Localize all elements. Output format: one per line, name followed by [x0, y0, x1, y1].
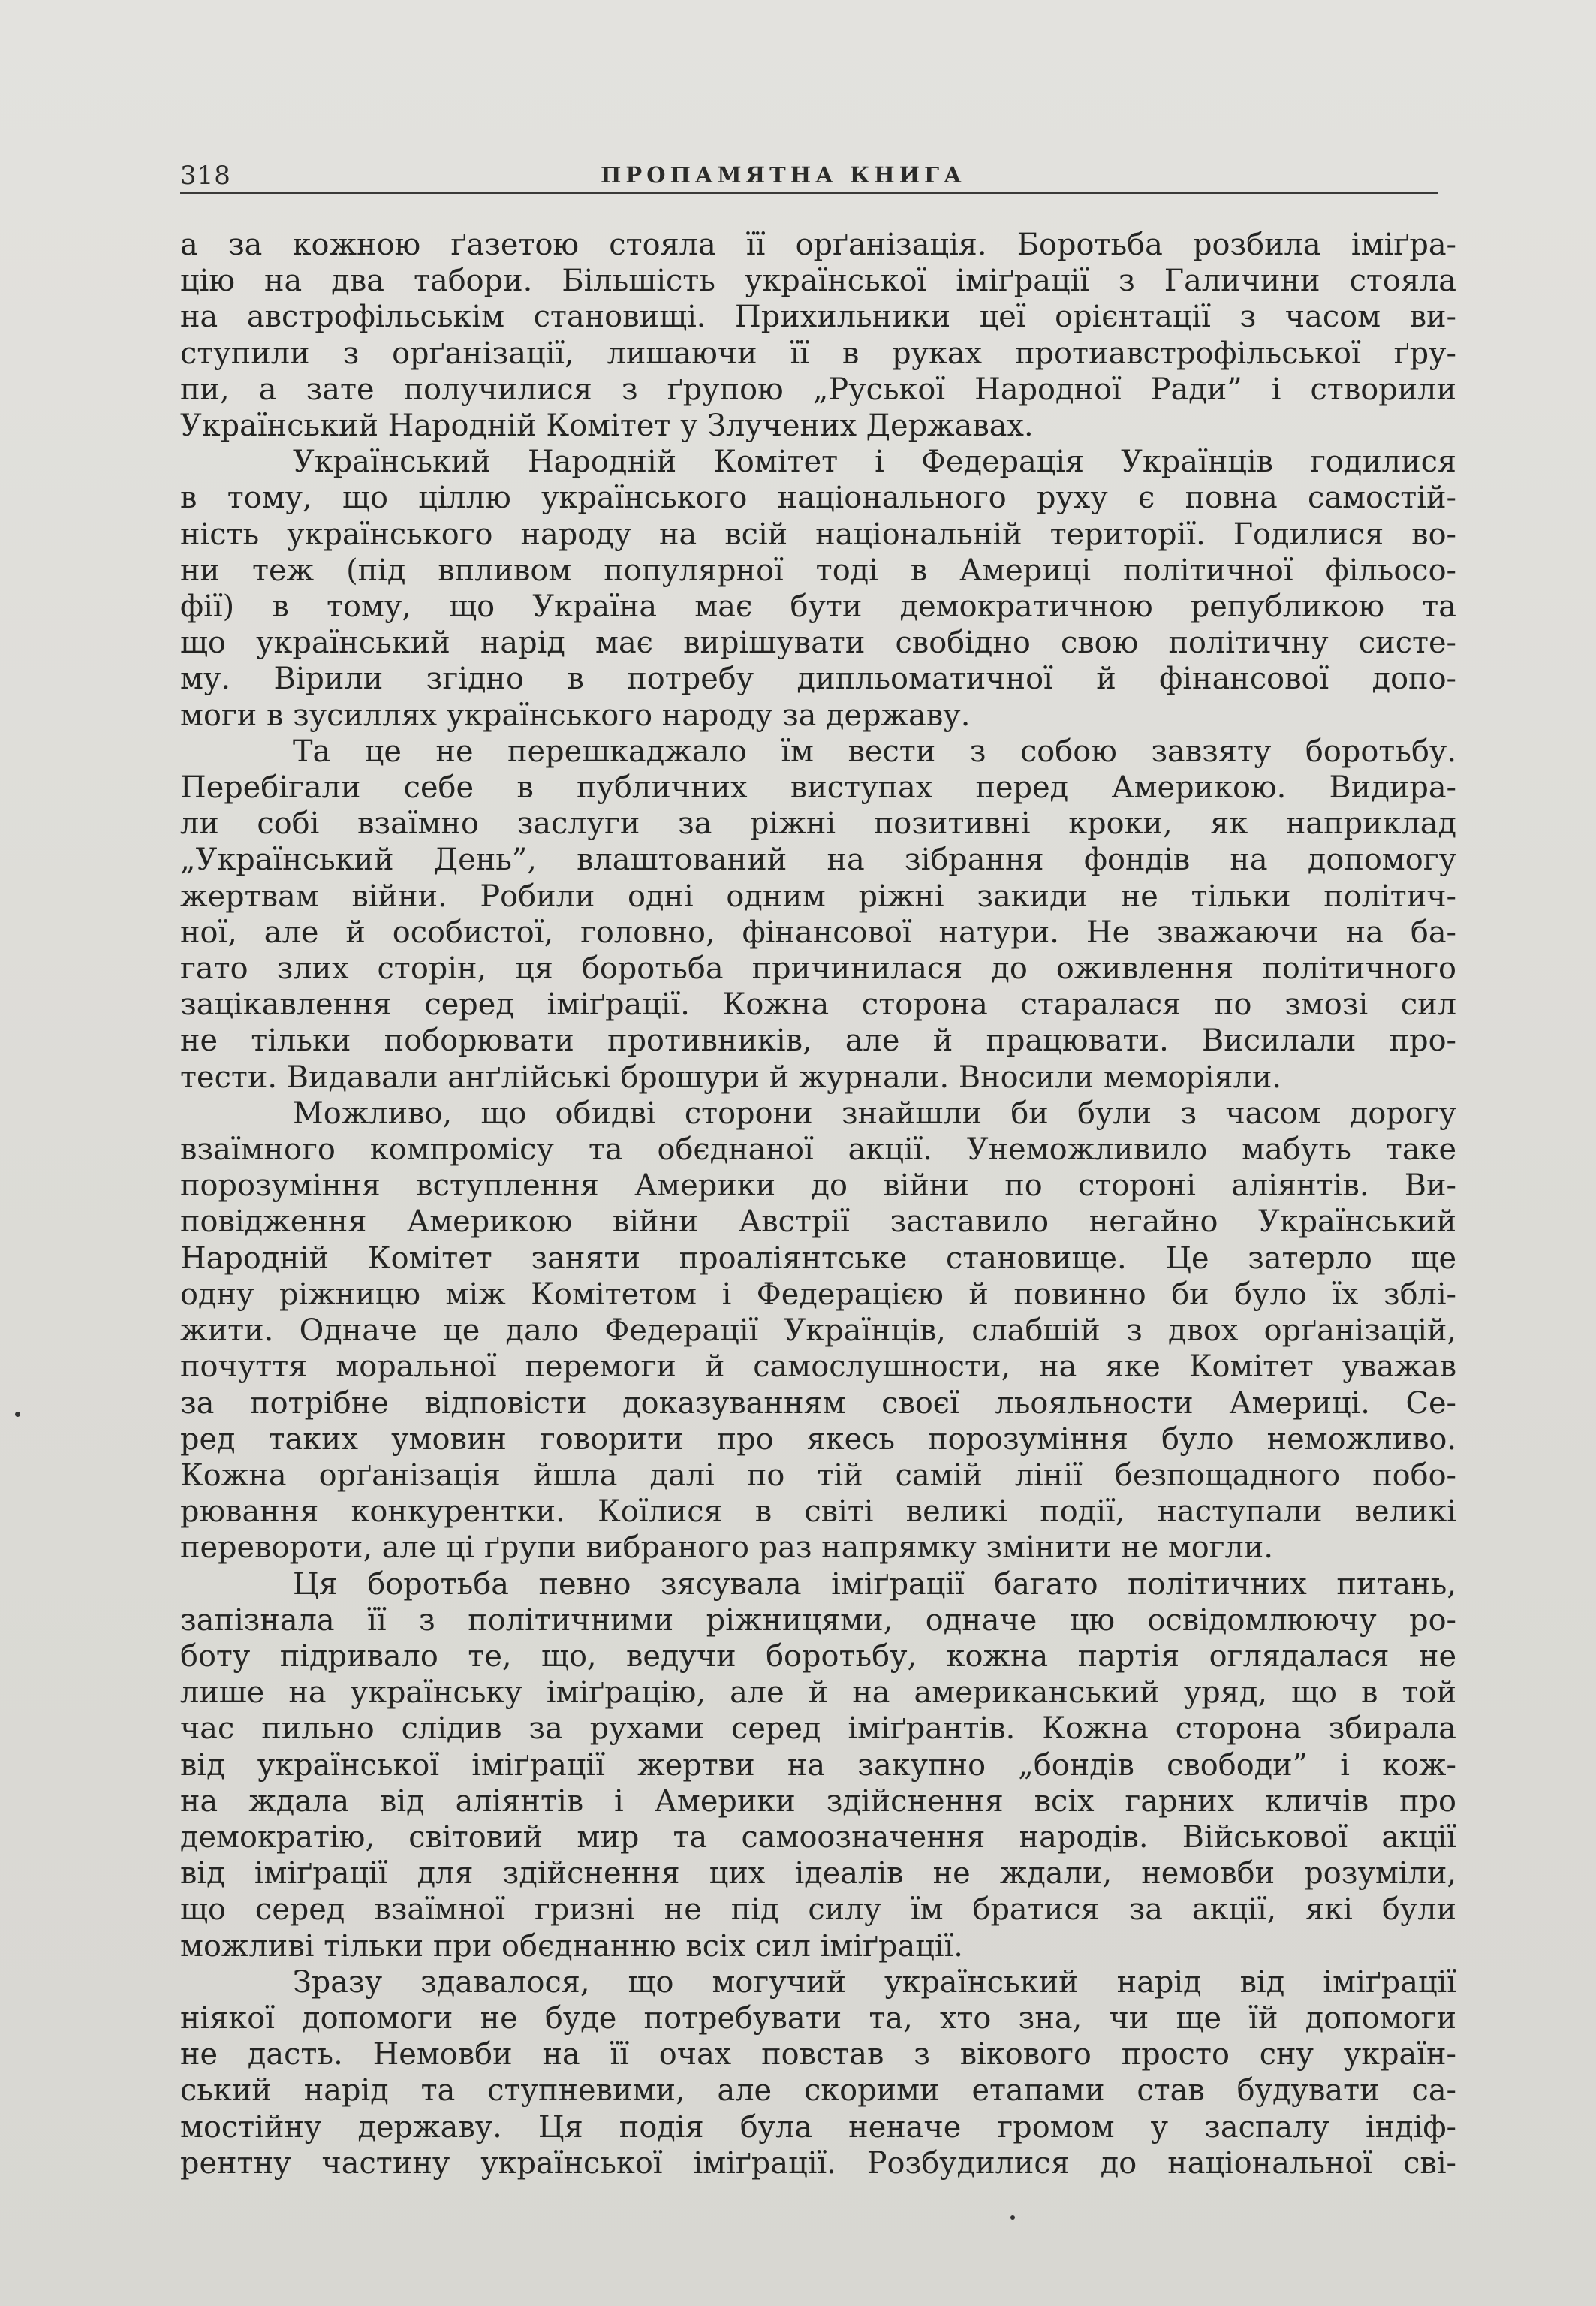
line-51: не дасть. Немовби на її очах повстав з вікового просто сну україн- — [180, 2037, 1456, 2072]
line-18: „Український День”, влаштований на зібрання фондів на допомогу — [180, 843, 1456, 878]
line-35: Кожна орґанізація йшла далі по тій самій лінії безпощадного побо- — [180, 1457, 1456, 1493]
line-33: за потрібне відповісти доказуванням своєї льояльности Америці. Се- — [180, 1385, 1456, 1421]
line-9: ність українського народу на всій національній території. Годилися во- — [180, 517, 1456, 552]
line-4: ступили з орґанізації, лишаючи її в руках протиавстрофільської ґру- — [180, 336, 1456, 371]
line-39: запізнала її з політичними ріжницями, одначе цю освідомлюючу ро- — [180, 1602, 1456, 1638]
line-15: Та це не перешкаджало їм вести з собою завзяту боротьбу. — [293, 734, 1456, 769]
line-46: від іміґрації для здійснення цих ідеалів не ждали, немовби розуміли, — [180, 1856, 1456, 1892]
line-49: Зразу здавалося, що могучий український нарід від іміґрації — [293, 1964, 1456, 2000]
line-41: лише на українську іміґрацію, але й на американський уряд, що в той — [180, 1675, 1456, 1711]
ink-speck — [1010, 2215, 1015, 2220]
line-12: що український нарід має вирішувати свобідно свою політичну систе- — [180, 625, 1456, 661]
line-22: зацікавлення серед іміґрації. Кожна сторона старалася по змозі сил — [180, 987, 1456, 1023]
line-40: боту підривало те, що, ведучи боротьбу, кожна партія оглядалася не — [180, 1638, 1456, 1674]
line-54: рентну частину української іміґрації. Розбудилися до національної сві- — [180, 2145, 1456, 2181]
line-47: що серед взаїмної гризні не під силу їм братися за акції, які були — [180, 1892, 1456, 1928]
line-11: фії) в тому, що Україна має бути демократичною републикою та — [180, 589, 1456, 625]
body-text — [180, 227, 1456, 2181]
line-21: гато злих сторін, ця боротьба причинилася до оживлення політичного — [180, 951, 1456, 987]
line-38: Ця боротьба певно зясувала іміґрації багато політичних питань, — [293, 1566, 1456, 1602]
line-5: пи, а зате получилися з ґрупою „Руської Народної Ради” і створили — [180, 372, 1456, 407]
line-27: порозуміння вступлення Америки до війни по стороні аліянтів. Ви- — [180, 1168, 1456, 1204]
page-header — [180, 159, 1438, 194]
line-20: ної, але й особистої, головно, фінансової натури. Не зважаючи на ба- — [180, 915, 1456, 950]
line-7: Український Народній Комітет і Федерація Українців годилися — [293, 445, 1456, 480]
line-32: почуття моральної перемоги й самослушности, на яке Комітет уважав — [180, 1349, 1456, 1385]
line-2: цію на два табори. Більшість української іміґрації з Галичини стояла — [180, 264, 1456, 299]
line-31: жити. Одначе це дало Федерації Українців, слабшій з двох орґанізацій, — [180, 1313, 1456, 1349]
line-19: жертвам війни. Робили одні одним ріжні закиди не тільки політич- — [180, 879, 1456, 914]
line-50: ніякої допомоги не буде потребувати та, хто зна, чи ще їй допомоги — [180, 2000, 1456, 2036]
line-48: можливі тільки при обєднанню всіх сил іміґрації. — [180, 1928, 963, 1964]
line-23: не тільки поборювати противників, але й працювати. Висилали про- — [180, 1023, 1456, 1059]
line-34: ред таких умовин говорити про якесь порозуміння було неможливо. — [180, 1421, 1456, 1457]
line-25: Можливо, що обидві сторони знайшли би були з часом дорогу — [293, 1096, 1456, 1131]
line-45: демократію, світовий мир та самоозначення народів. Військової акції — [180, 1819, 1456, 1855]
line-1: а за кожною ґазетою стояла її орґанізація. Боротьба розбила іміґра- — [180, 228, 1456, 262]
page-number: 318 — [180, 161, 231, 191]
line-10: ни теж (під впливом популярної тоді в Америці політичної фільосо- — [180, 553, 1456, 588]
line-13: му. Вірили згідно в потребу дипльоматичної й фінансової допо- — [180, 662, 1456, 697]
line-26: взаїмного компромісу та обєднаної акції. Унеможливило мабуть таке — [180, 1132, 1456, 1168]
line-14: моги в зусиллях українського народу за державу. — [180, 698, 971, 733]
line-28: повідження Америкою війни Австрії заставило негайно Український — [180, 1204, 1456, 1240]
line-53: мостійну державу. Ця подія була неначе громом у заспалу індіф- — [180, 2109, 1456, 2145]
line-37: перевороти, але ці ґрупи вибраного раз напрямку змінити не могли. — [180, 1530, 1273, 1566]
line-36: рювання конкурентки. Коїлися в світі великі події, наступали великі — [180, 1494, 1456, 1530]
line-52: ський нарід та ступневими, але скорими етапами став будувати са- — [180, 2073, 1456, 2109]
running-title: ПРОПАМЯТНА КНИГА — [601, 162, 966, 188]
line-29: Народній Комітет заняти проаліянтське становище. Це затерло ще — [180, 1240, 1456, 1276]
ink-speck — [15, 1412, 20, 1417]
line-44: на ждала від аліянтів і Америки здійснення всіх гарних кличів про — [180, 1783, 1456, 1819]
line-6: Український Народній Комітет у Злучених Державах. — [180, 408, 1034, 444]
line-8: в тому, що ціллю українського національного руху є повна самостій- — [180, 481, 1456, 516]
line-30: одну ріжницю між Комітетом і Федерацією й повинно би було їх зблі- — [180, 1277, 1456, 1312]
line-3: на австрофільськім становищі. Прихильники цеї орієнтації з часом ви- — [180, 300, 1456, 335]
line-42: час пильно слідив за рухами серед іміґрантів. Кожна сторона збирала — [180, 1711, 1456, 1747]
line-24: тести. Видавали анґлійські брошури й журнали. Вносили меморіяли. — [180, 1060, 1282, 1095]
line-43: від української іміґрації жертви на закупно „бондів свободи” і кож- — [180, 1747, 1456, 1783]
line-16: Перебігали себе в публичних виступах перед Америкою. Видира- — [180, 770, 1456, 806]
line-17: ли собі взаїмно заслуги за ріжні позитивні кроки, як наприклад — [180, 806, 1456, 842]
